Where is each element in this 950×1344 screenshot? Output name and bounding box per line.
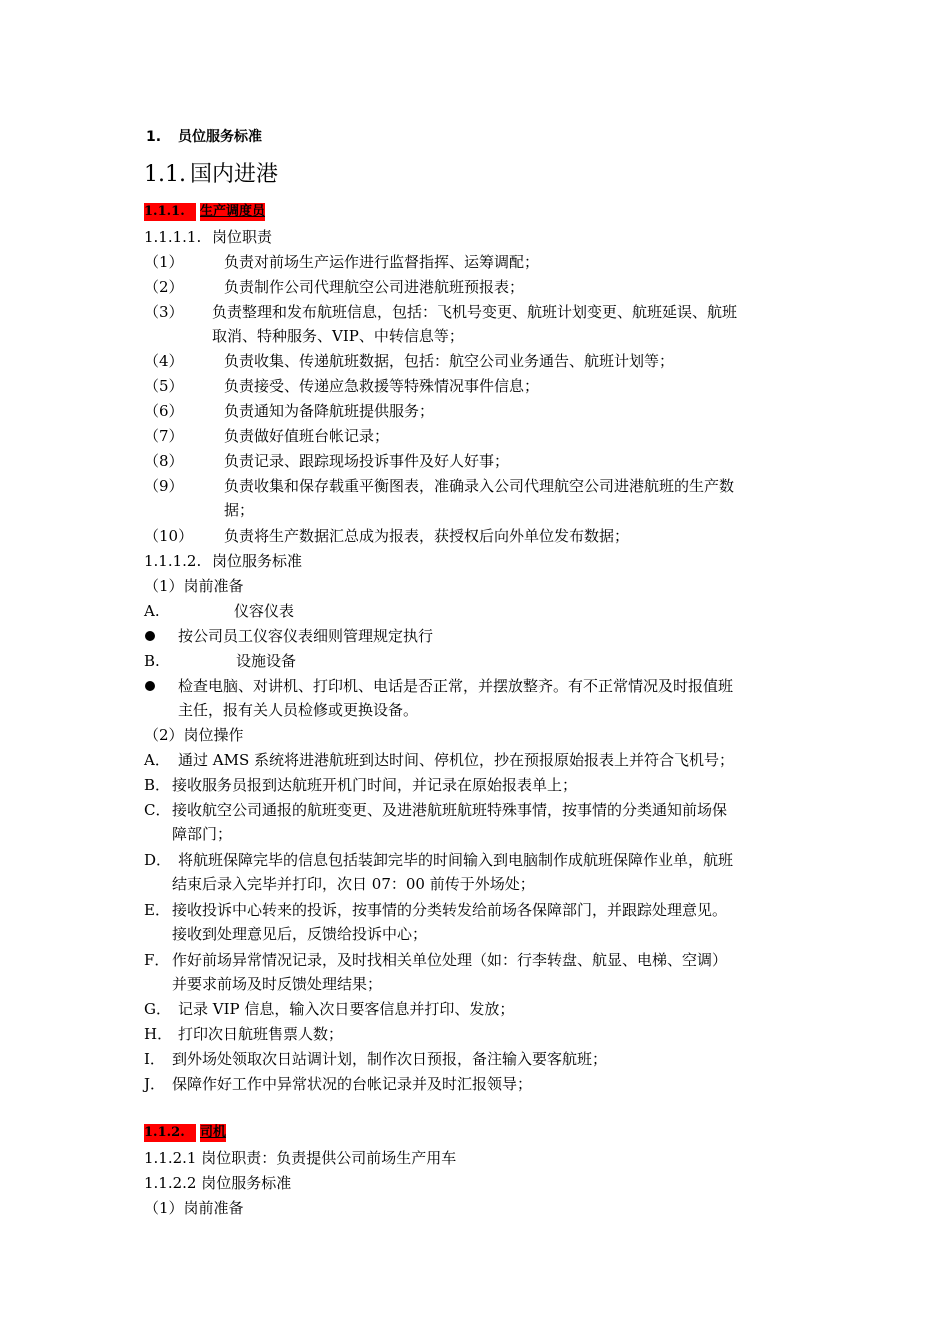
duty-number: （3） [144,303,184,321]
duty-number: （2） [144,278,184,296]
bullet-icon [145,631,155,641]
op-text: 保障作好工作中异常状况的台帐记录并及时汇报领导； [172,1075,533,1093]
prep-item-title: 仪容仪表 [234,602,295,620]
op-text: 将航班保障完毕的信息包括装卸完毕的时间输入到电脑制作成航班保障作业单，航班 [178,851,734,869]
duty-text: 负责做好值班台帐记录； [224,427,390,445]
duty-text: 负责记录、跟踪现场投诉事件及好人好事； [224,452,510,470]
duty-text: 负责整理和发布航班信息，包括：飞机号变更、航班计划变更、航班延误、航班 [212,303,738,321]
subsection-title: 岗位职责 [212,228,273,246]
op-letter: H． [144,1025,173,1043]
op-text: 接收服务员报到达航班开机门时间，并记录在原始报表单上； [172,776,578,794]
heading-1-title: 员位服务标准 [178,129,262,145]
duty-number: （6） [144,402,184,420]
subsection-number: 1.1.1.1. [144,228,202,246]
op-text: 打印次日航班售票人数； [178,1025,344,1043]
driver-duty: 1.1.2.1 岗位职责：负责提供公司前场生产用车 [144,1149,457,1167]
op-letter: E． [144,901,170,919]
bullet-text: 检查电脑、对讲机、打印机、电话是否正常，并摆放整齐。有不正常情况及时报值班 [178,677,734,695]
duty-text: 负责对前场生产运作进行监督指挥、运筹调配； [224,253,540,271]
prep-letter: A. [144,602,160,620]
duty-number: （9） [144,477,184,495]
op-text: 结束后录入完毕并打印，次日 07：00 前传于外场处； [172,875,535,893]
op-letter: B． [144,776,171,794]
op-text: 记录 VIP 信息，输入次日要客信息并打印、发放； [178,1000,515,1018]
duty-text: 负责收集、传递航班数据，包括：航空公司业务通告、航班计划等； [224,352,675,370]
heading-1-number: 1. [146,129,162,145]
bullet-text: 主任，报有关人员检修或更换设备。 [178,701,419,719]
prep-title: （1）岗前准备 [144,577,244,595]
duty-text: 负责通知为备降航班提供服务； [224,402,435,420]
op-text: 到外场处领取次日站调计划，制作次日预报，备注输入要客航班； [172,1050,608,1068]
op-letter: I． [144,1050,165,1068]
op-text: 作好前场异常情况记录，及时找相关单位处理（如：行李转盘、航显、电梯、空调） [172,951,728,969]
op-text: 并要求前场及时反馈处理结果； [172,975,383,993]
section-1-1-1-title: 生产调度员 [200,204,266,219]
duty-number: （8） [144,452,184,470]
section-1-1-2-number: 1.1.2. [144,1124,196,1142]
duty-number: （7） [144,427,184,445]
op-letter: F． [144,951,170,969]
duty-text: 负责接受、传递应急救援等特殊情况事件信息； [224,377,540,395]
section-1-1-2-title: 司机 [200,1125,227,1140]
section-1-1-1-number: 1.1.1. [144,203,196,221]
op-text: 接收投诉中心转来的投诉，按事情的分类转发给前场各保障部门，并跟踪处理意见。 [172,901,728,919]
op-letter: J． [144,1075,166,1093]
duty-number: （10） [144,527,194,545]
duty-text: 据； [224,501,255,519]
op-letter: A． [144,751,170,769]
prep-item-title: 设施设备 [236,652,297,670]
op-letter: D． [144,851,172,869]
duty-number: （4） [144,352,184,370]
duty-text: 取消、特种服务、VIP、中转信息等； [212,327,464,345]
op-letter: C． [144,801,171,819]
duty-text: 负责制作公司代理航空公司进港航班预报表； [224,278,525,296]
subsection-title: 岗位服务标准 [212,552,303,570]
bullet-text: 按公司员工仪容仪表细则管理规定执行 [178,627,434,645]
duty-number: （5） [144,377,184,395]
prep-letter: B. [144,652,160,670]
bullet-icon [145,681,155,691]
heading-2-number: 1.1. [144,162,186,187]
subsection-number: 1.1.1.2. [144,552,202,570]
heading-2-title: 国内进港 [190,162,279,187]
duty-text: 负责收集和保存载重平衡图表，准确录入公司代理航空公司进港航班的生产数 [224,477,735,495]
ops-title: （2）岗位操作 [144,726,244,744]
duty-number: （1） [144,253,184,271]
op-text: 通过 AMS 系统将进港航班到达时间、停机位，抄在预报原始报表上并符合飞机号； [178,751,735,769]
op-text: 障部门； [172,825,233,843]
op-text: 接收航空公司通报的航班变更、及进港航班航班特殊事情，按事情的分类通知前场保 [172,801,728,819]
op-text: 接收到处理意见后，反馈给投诉中心； [172,925,428,943]
driver-prep-title: （1）岗前准备 [144,1199,244,1217]
driver-standard: 1.1.2.2 岗位服务标准 [144,1174,292,1192]
duty-text: 负责将生产数据汇总成为报表，获授权后向外单位发布数据； [224,527,630,545]
op-letter: G． [144,1000,171,1018]
